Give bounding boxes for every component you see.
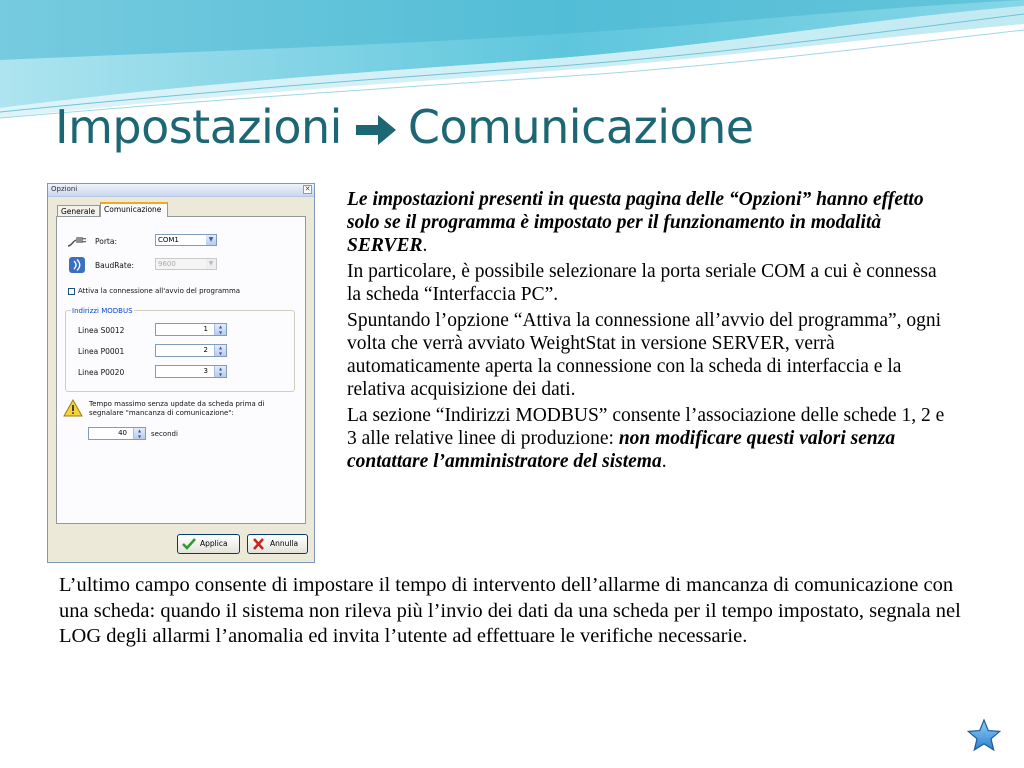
paragraph-end-dot: .: [422, 235, 428, 256]
warning-icon: [63, 399, 83, 419]
plug-icon: [67, 234, 87, 250]
line-2-value: 2: [203, 346, 208, 354]
tab-comunicazione[interactable]: Comunicazione: [100, 202, 168, 217]
baudrate-value: 9600: [158, 260, 176, 268]
timeout-value: 40: [118, 429, 127, 437]
title-left: Impostazioni: [55, 100, 342, 154]
options-dialog: [47, 183, 315, 563]
tab-generale[interactable]: Generale: [57, 205, 100, 217]
cross-icon: [252, 538, 265, 557]
line-1-spinner[interactable]: [155, 323, 227, 336]
line-3-label: Linea P0020: [78, 368, 125, 377]
timeout-unit: secondi: [151, 430, 178, 438]
modbus-warning-emphasis: non modificare questi valori senza contattare l’amministratore del sistema: [347, 428, 896, 472]
arrow-right-icon: [354, 104, 398, 158]
description-column: [347, 188, 947, 476]
timeout-explanation: L’ultimo campo consente di impostare il tempo di intervento dell’allarme di mancanza di comunicazione con una scheda: quando il sistema non rileva più l’invio dei dati da una scheda per il tempo impostato, segnala nel LOG degli allarmi l’anomalia ed invita l’utente ad effettuare le verifiche necessarie.: [59, 574, 961, 647]
timeout-description: Tempo massimo senza update da scheda prima di segnalare "mancanza di comunicazione":: [89, 400, 265, 417]
paragraph-server-mode: [347, 188, 947, 257]
cancel-button[interactable]: [247, 534, 308, 554]
line-2-spinner[interactable]: [155, 344, 227, 357]
star-nav-icon[interactable]: [966, 718, 1002, 754]
modbus-text: La sezione “Indirizzi MODBUS” consente l’associazione delle schede 1, 2 e 3 alle relative linee di produzione:: [347, 405, 945, 449]
porta-select[interactable]: [155, 234, 217, 246]
spinner-arrows-icon[interactable]: ▲ ▼: [214, 324, 226, 335]
signal-icon: [69, 257, 85, 275]
line-3-spinner[interactable]: [155, 365, 227, 378]
line-1-label: Linea S0012: [78, 326, 125, 335]
porta-value: COM1: [158, 236, 179, 244]
check-icon: [182, 538, 196, 557]
dialog-titlebar: [48, 184, 314, 197]
cancel-label: Annulla: [270, 539, 299, 548]
paragraph-auto-connect: Spuntando l’opzione “Attiva la connessione all’avvio del programma”, ogni volta che verrà avviato WeightStat in versione SERVER, verrà automaticamente aperta la connessione con la scheda di interfaccia e la relativa acquisizione dei dati.: [347, 310, 942, 400]
porta-label: Porta:: [95, 237, 117, 246]
dialog-title: Opzioni: [51, 185, 78, 193]
spinner-arrows-icon[interactable]: ▲ ▼: [214, 345, 226, 356]
timeout-spinner[interactable]: [88, 427, 146, 440]
apply-button[interactable]: [177, 534, 240, 554]
line-1-value: 1: [203, 325, 208, 333]
baudrate-label: BaudRate:: [95, 261, 134, 270]
paragraph-com-port: In particolare, è possibile selezionare la porta seriale COM a cui è connessa la scheda “Interfaccia PC”.: [347, 261, 937, 305]
auto-connect-label: Attiva la connessione all'avvio del programma: [78, 287, 241, 295]
baudrate-select[interactable]: [155, 258, 217, 270]
paragraph-end-dot: .: [661, 451, 667, 472]
spinner-arrows-icon[interactable]: ▲ ▼: [133, 428, 145, 439]
line-2-label: Linea P0001: [78, 347, 125, 356]
auto-connect-checkbox[interactable]: [68, 288, 75, 295]
server-mode-emphasis: Le impostazioni presenti in questa pagina delle “Opzioni” hanno effetto solo se il programma è impostato per il funzionamento in modalità SERVER: [347, 189, 924, 256]
spinner-arrows-icon[interactable]: ▲ ▼: [214, 366, 226, 377]
dropdown-arrow-icon: ▼: [206, 259, 216, 269]
apply-label: Applica: [200, 539, 228, 548]
line-3-value: 3: [203, 367, 208, 375]
slide-title: [55, 100, 754, 158]
dropdown-arrow-icon: ▼: [206, 235, 216, 245]
modbus-group-title: Indirizzi MODBUS: [72, 307, 133, 315]
paragraph-modbus: [347, 404, 947, 473]
title-right: Comunicazione: [407, 100, 754, 154]
close-icon[interactable]: ✕: [304, 185, 311, 193]
